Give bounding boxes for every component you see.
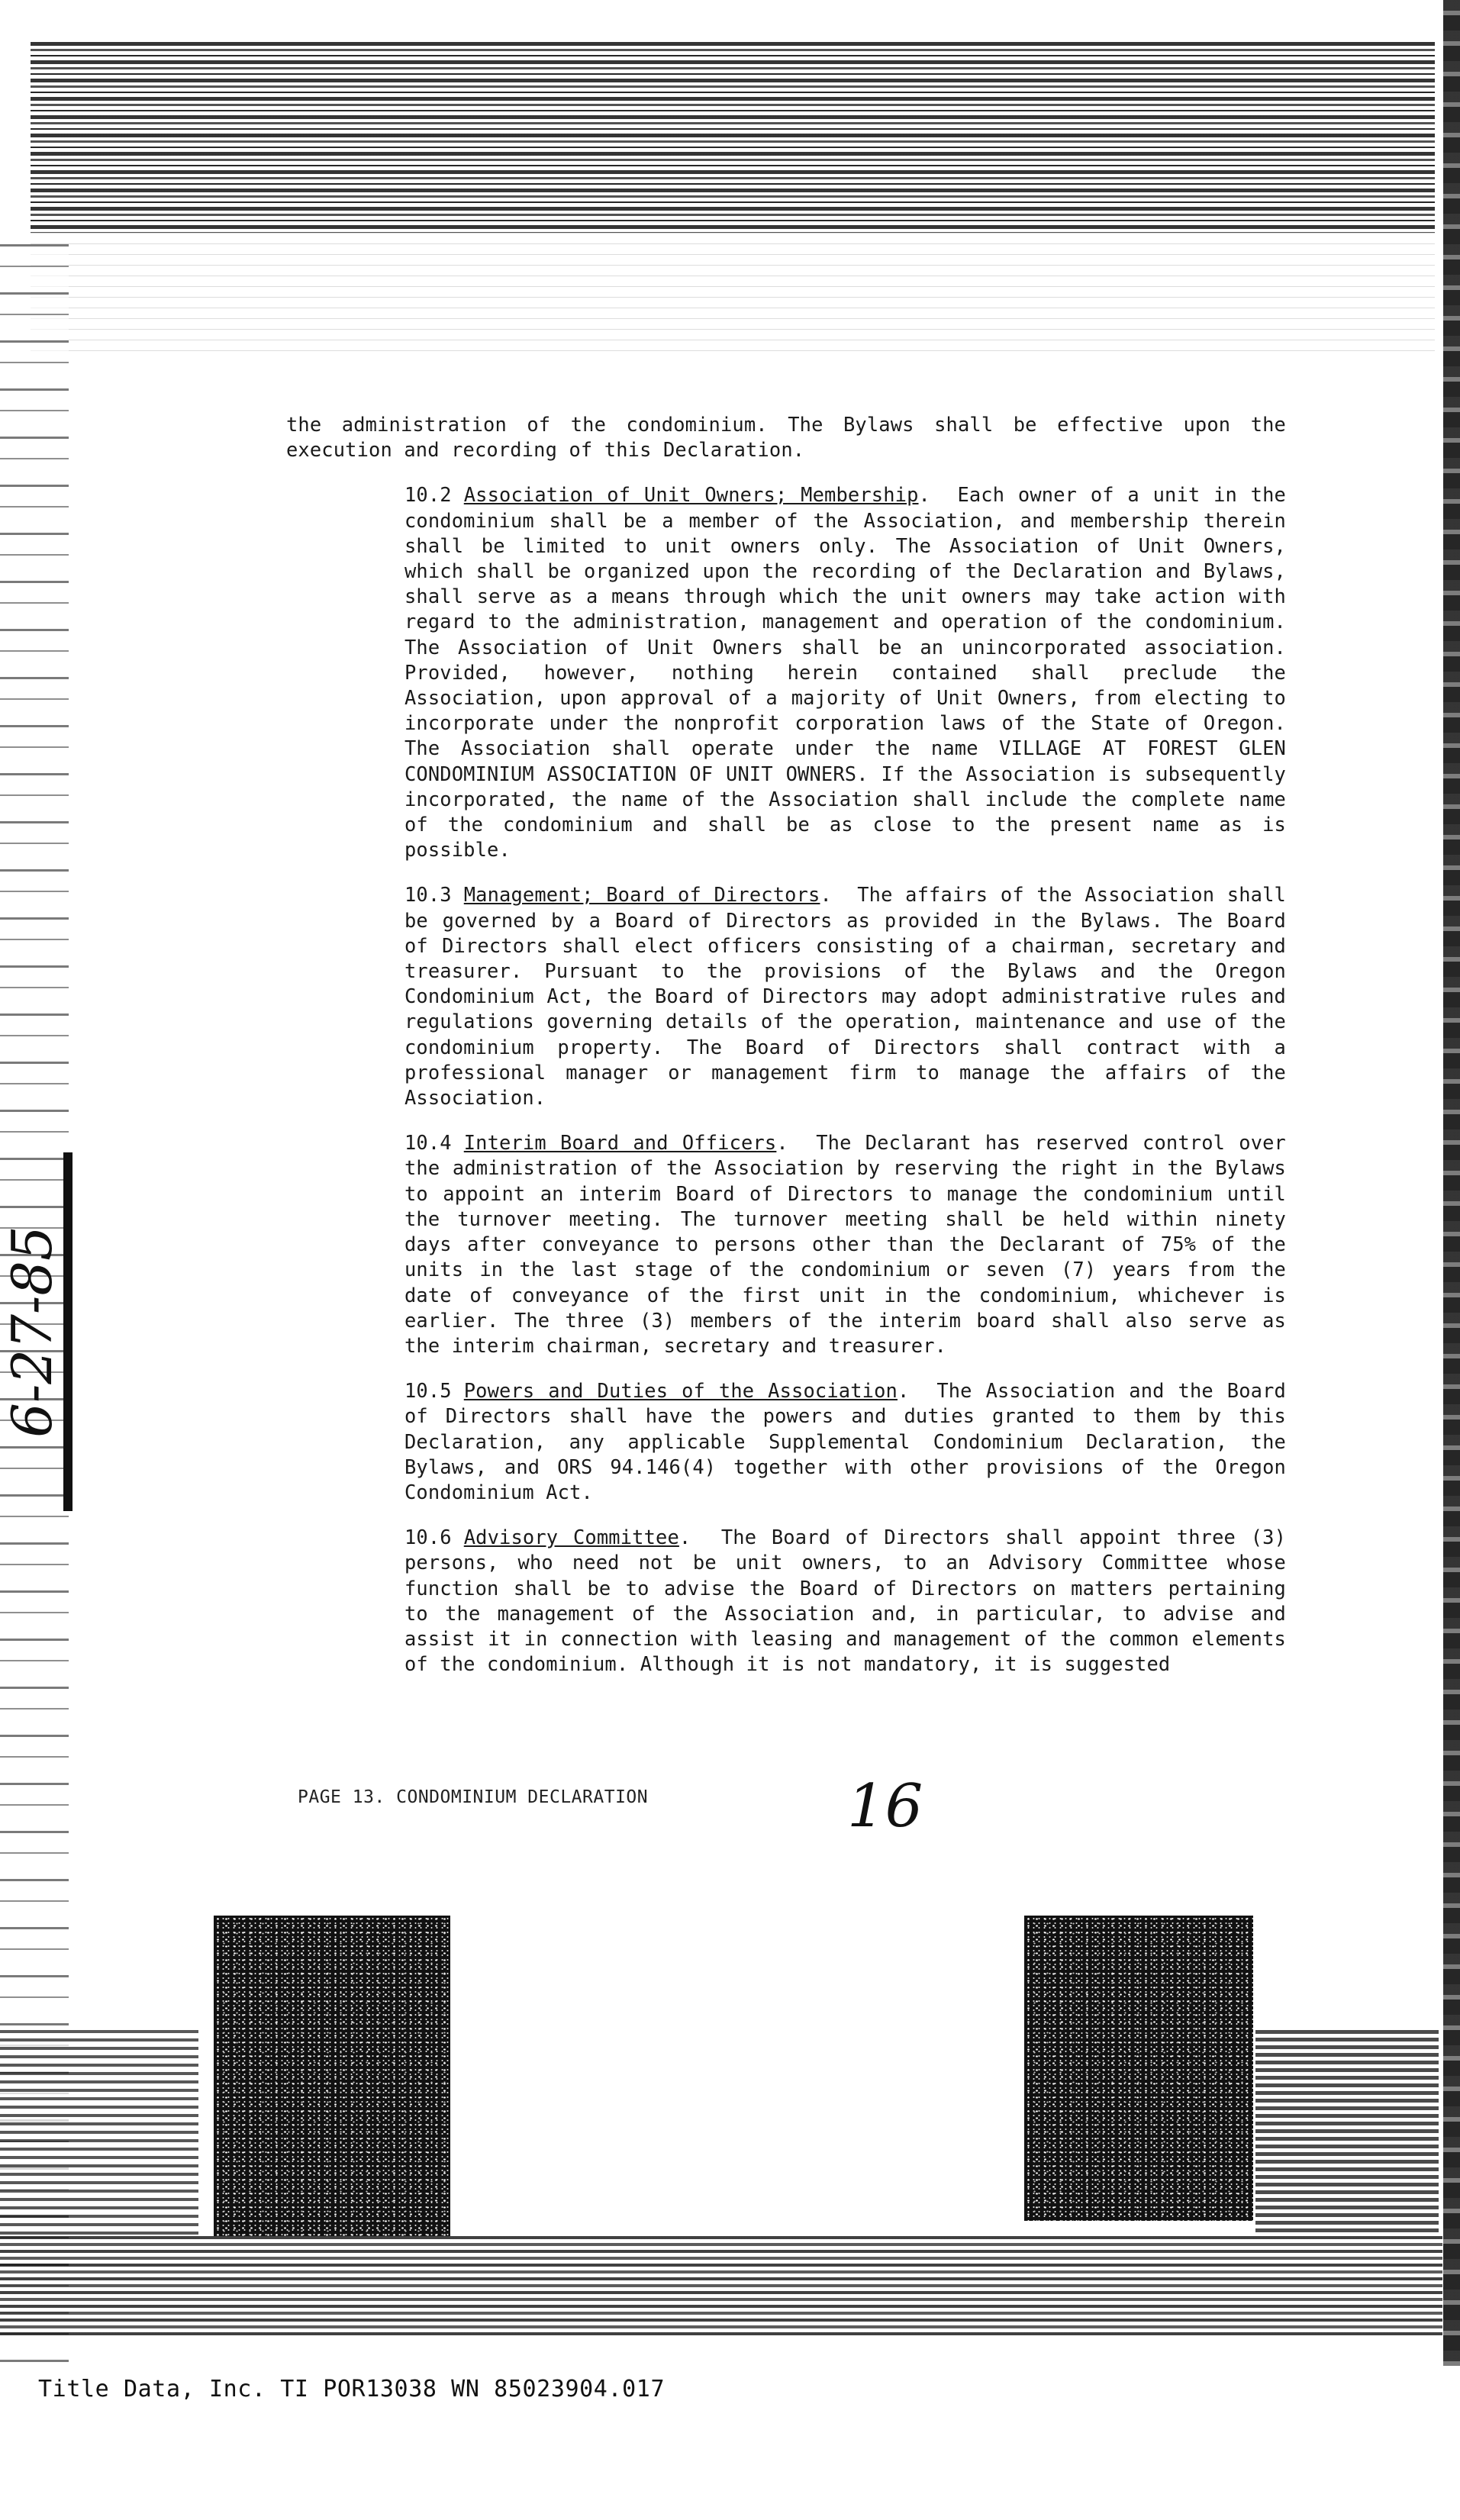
section-number: 10.2 xyxy=(404,483,452,507)
handwritten-page-number: 16 xyxy=(847,1772,923,1841)
section-heading: Association of Unit Owners; Membership xyxy=(463,483,919,507)
scan-noise-block-left xyxy=(214,1916,450,2236)
section-10-6: 10.6 Advisory Committee. The Board of Directors shall appoint three (3) persons, who need not be unit owners, to an Advisory Committee whose function shall be to advise the Board of Directors on matters pertaining to the management of the Association and, in particular, to advise and assist it in connection with leasing and management of the common elements of the condominium. Although it is not mandatory, it is suggested xyxy=(404,1526,1287,1676)
scan-noise-bottom-left xyxy=(0,2030,198,2236)
section-body: The Association and the Board of Directors shall have the powers and duties granted to them by this Declaration, any applicable Supplemental Condominium Declaration, the Bylaws, and ORS 94.146(4) together with other provisions of the Oregon Condominium Act. xyxy=(404,1379,1286,1503)
scan-noise-bottom xyxy=(0,2236,1442,2335)
section-10-5: 10.5 Powers and Duties of the Association. The Association and the Board of Directors shall have the powers and duties granted to them by this Declaration, any applicable Supplemental Condominium Declaration, the Bylaws, and ORS 94.146(4) together with other provisions of the Oregon Condominium Act. xyxy=(404,1379,1286,1503)
section-number: 10.6 xyxy=(404,1526,452,1549)
scan-noise-right-edge xyxy=(1443,0,1460,2366)
intro-paragraph: the administration of the condominium. The Bylaws shall be effective upon the execution and recording of this Declaration. xyxy=(286,413,1286,462)
section-body: The Declarant has reserved control over the administration of the Association by reserving the right in the Bylaws to appoint an interim Board of Directors to manage the condominium until the turnover meeting. The turnover meeting shall be held within ninety days after conveyance to persons other than the Declarant of 75% of the units in the last stage of the condominium or seven (7) years from the date of conveyance of the first unit in the condominium, whichever is earlier. The three (3) members of the interim board shall also serve as the interim chairman, secretary and treasurer. xyxy=(404,1131,1286,1357)
handwritten-date-note xyxy=(0,1152,73,1511)
section-10-4: 10.4 Interim Board and Officers. The Declarant has reserved control over the administration of the Association by reserving the right in the Bylaws to appoint an interim Board of Directors to manage the condominium until the turnover meeting. The turnover meeting shall be held within ninety days after conveyance to persons other than the Declarant of 75% of the units in the last stage of the condominium or seven (7) years from the date of conveyance of the first unit in the condominium, whichever is earlier. The three (3) members of the interim board shall also serve as the interim chairman, secretary and treasurer. xyxy=(404,1131,1286,1357)
section-heading: Management; Board of Directors xyxy=(463,883,820,907)
document-body xyxy=(286,412,1286,1697)
title-data-line: Title Data, Inc. TI POR13038 WN 85023904.017 xyxy=(38,2376,666,2402)
section-number: 10.3 xyxy=(404,883,452,907)
section-heading: Interim Board and Officers xyxy=(463,1131,777,1155)
scan-noise-bottom-right xyxy=(1255,2030,1439,2236)
section-10-3: 10.3 Management; Board of Directors. The affairs of the Association shall be governed by a Board of Directors as provided in the Bylaws. The Board of Directors shall elect officers consisting of a chairman, secretary and treasurer. Pursuant to the provisions of the Bylaws and the Oregon Condominium Act, the Board of Directors may adopt administrative rules and regulations governing details of the operation, maintenance and use of the condominium property. The Board of Directors shall contract with a professional manager or management firm to manage the affairs of the Association. xyxy=(404,883,1286,1110)
section-heading: Advisory Committee xyxy=(463,1526,679,1549)
section-10-2: 10.2 Association of Unit Owners; Membership. Each owner of a unit in the condominium shall be a member of the Association, and membership therein shall be limited to unit owners only. The Association of Unit Owners, which shall be organized upon the recording of the Declaration and Bylaws, shall serve as a means through which the unit owners may take action with regard to the administration, management and operation of the condominium. The Association of Unit Owners shall be an unincorporated association. Provided, however, nothing herein contained shall preclude the Association, upon approval of a majority of Unit Owners, from electing to incorporate under the nonprofit corporation laws of the State of Oregon. The Association shall operate under the name VILLAGE AT FOREST GLEN CONDOMINIUM ASSOCIATION OF UNIT OWNERS. If the Association is subsequently incorporated, the name of the Association shall include the complete name of the condominium and shall be as close to the present name as is possible. xyxy=(404,483,1286,862)
handwritten-date-text: 6-27-85 xyxy=(0,1226,64,1438)
scan-noise-top-fade xyxy=(31,233,1435,355)
section-number: 10.5 xyxy=(404,1379,452,1403)
scan-noise-top xyxy=(31,42,1435,233)
page-footer-label: PAGE 13. CONDOMINIUM DECLARATION xyxy=(298,1787,649,1807)
section-heading: Powers and Duties of the Association xyxy=(463,1379,898,1403)
section-body: The Board of Directors shall appoint three (3) persons, who need not be unit owners, to an Advisory Committee whose function shall be to advise the Board of Directors on matters pertaining to the management of the Association and, in particular, to advise and assist it in connection with leasing and management of the common elements of the condominium. Although it is not mandatory, it is suggested xyxy=(404,1526,1287,1676)
scan-noise-block-right xyxy=(1024,1916,1253,2221)
section-body: The affairs of the Association shall be governed by a Board of Directors as provided in the Bylaws. The Board of Directors shall elect officers consisting of a chairman, secretary and treasurer. Pursuant to the provisions of the Bylaws and the Oregon Condominium Act, the Board of Directors may adopt administrative rules and regulations governing details of the operation, maintenance and use of the condominium property. The Board of Directors shall contract with a professional manager or management firm to manage the affairs of the Association. xyxy=(404,883,1286,1110)
section-number: 10.4 xyxy=(404,1131,452,1155)
section-body: Each owner of a unit in the condominium shall be a member of the Association, and membership therein shall be limited to unit owners only. The Association of Unit Owners, which shall be organized upon the recording of the Declaration and Bylaws, shall serve as a means through which the unit owners may take action with regard to the administration, management and operation of the condominium. The Association of Unit Owners shall be an unincorporated association. Provided, however, nothing herein contained shall preclude the Association, upon approval of a majority of Unit Owners, from electing to incorporate under the nonprofit corporation laws of the State of Oregon. The Association shall operate under the name VILLAGE AT FOREST GLEN CONDOMINIUM ASSOCIATION OF UNIT OWNERS. If the Association is subsequently incorporated, the name of the Association shall include the complete name of the condominium and shall be as close to the present name as is possible. xyxy=(404,483,1286,862)
